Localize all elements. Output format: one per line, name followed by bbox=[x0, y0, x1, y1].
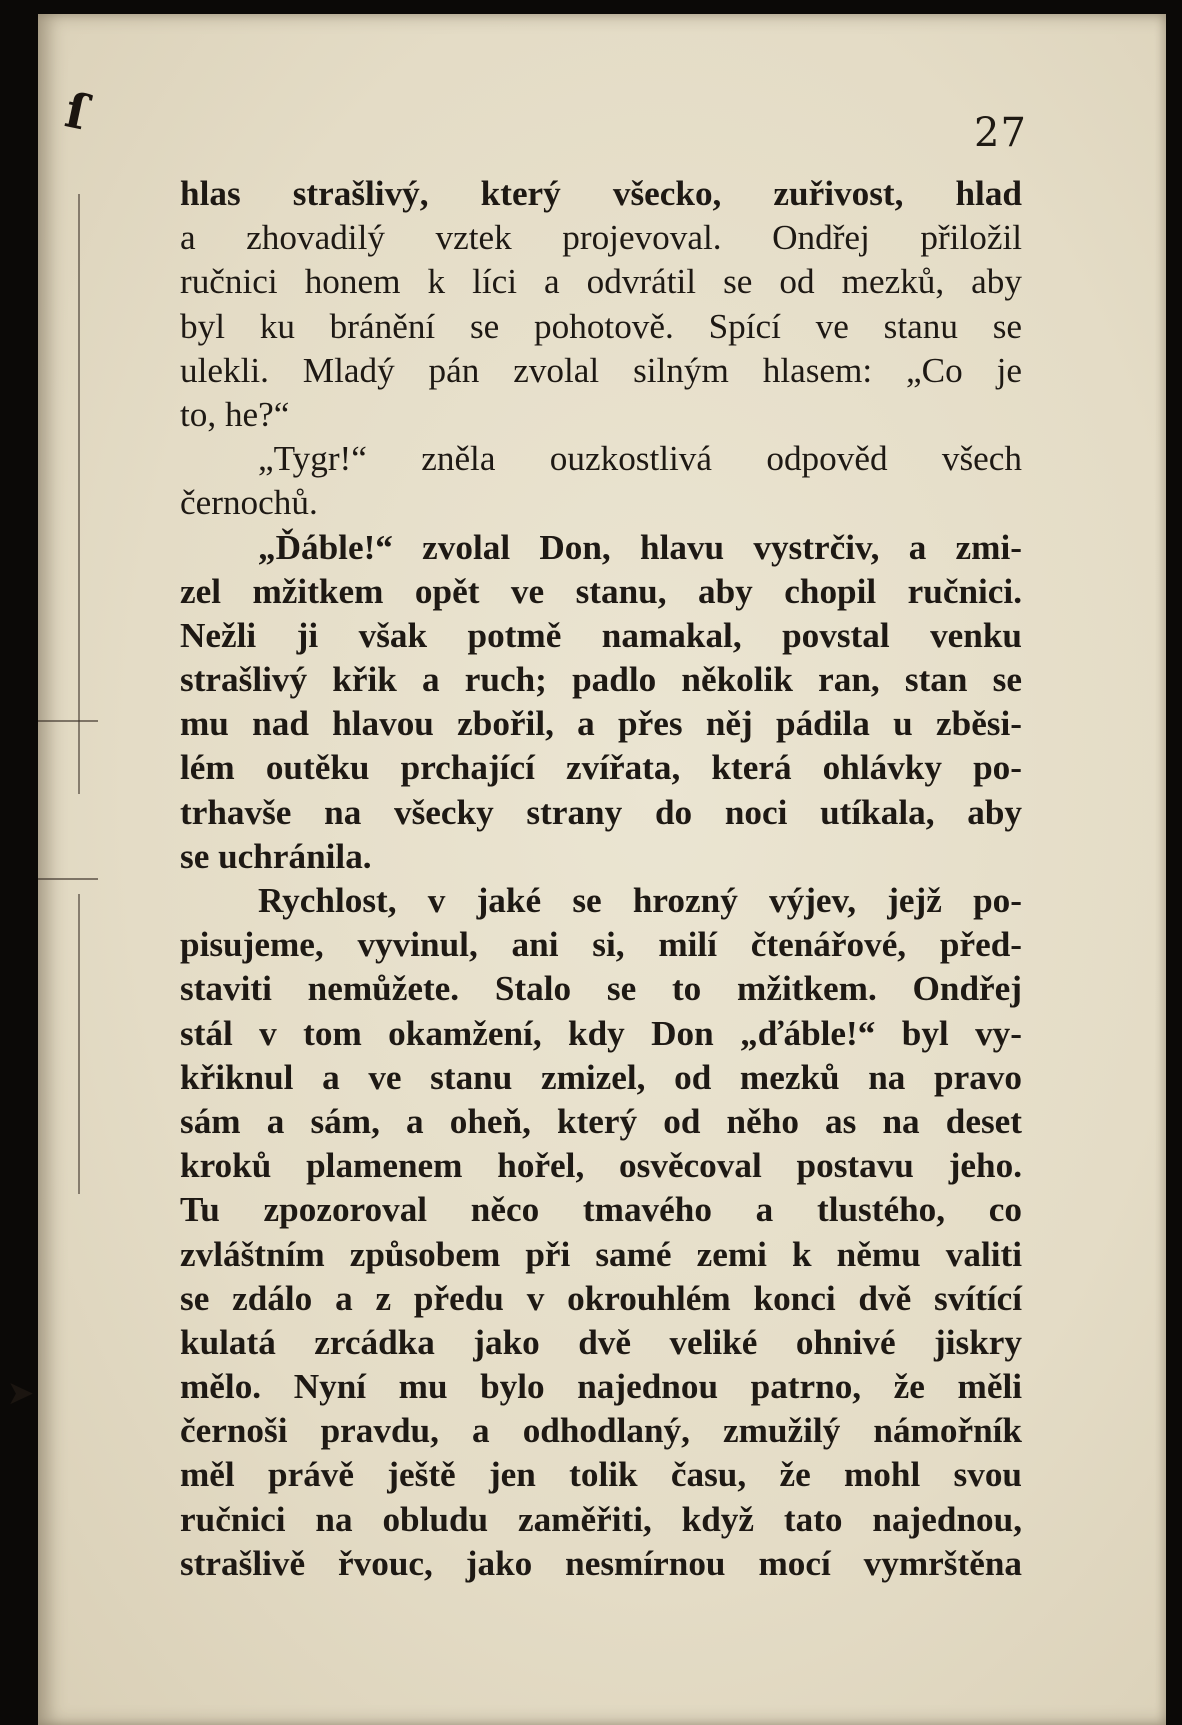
text-line: černoši pravdu, a odhodlaný, zmužilý námořník bbox=[180, 1411, 1022, 1451]
body-text bbox=[180, 172, 1022, 1586]
gutter-tick-2 bbox=[38, 878, 98, 880]
text-line: a zhovadilý vztek projevoval. Ondřej přiložil bbox=[180, 218, 1022, 258]
text-line: sám a sám, a oheň, který od něho as na deset bbox=[180, 1101, 1022, 1141]
text-line: „Ďáble!“ zvolal Don, hlavu vystrčiv, a zmi- bbox=[258, 527, 1022, 567]
text-line: se zdálo a z předu v okrouhlém konci dvě svítící bbox=[180, 1278, 1022, 1318]
spine-bookmark-mark: ſ bbox=[60, 82, 93, 142]
text-line: kulatá zrcádka jako dvě veliké ohnivé jiskry bbox=[180, 1322, 1022, 1362]
book-page bbox=[8, 14, 1166, 1725]
text-line: Tu zpozoroval něco tmavého a tlustého, co bbox=[180, 1190, 1022, 1230]
text-line: byl ku bránění se pohotově. Spící ve stanu se bbox=[180, 306, 1022, 346]
text-line: zel mžitkem opět ve stanu, aby chopil ručnici. bbox=[180, 571, 1022, 611]
text-line: strašlivě řvouc, jako nesmírnou mocí vymrštěna bbox=[180, 1543, 1022, 1583]
text-line: trhavše na všecky strany do noci utíkala, aby bbox=[180, 792, 1022, 832]
text-line: zvláštním způsobem při samé zemi k němu valiti bbox=[180, 1234, 1022, 1274]
text-line: strašlivý křik a ruch; padlo několik ran, stan se bbox=[180, 660, 1022, 700]
text-line: stál v tom okamžení, kdy Don „ďáble!“ byl vy- bbox=[180, 1013, 1022, 1053]
text-line: Rychlost, v jaké se hrozný výjev, jejž po- bbox=[258, 881, 1022, 920]
text-line: hlas strašlivý, který všecko, zuřivost, hlad bbox=[180, 174, 1022, 213]
gutter-rule bbox=[78, 194, 80, 794]
text-line: to, he?“ bbox=[180, 394, 290, 434]
text-line: „Tygr!“ zněla ouzkostlivá odpověd všech bbox=[258, 439, 1022, 479]
gutter-tick-1 bbox=[38, 720, 98, 722]
text-line: křiknul a ve stanu zmizel, od mezků na pravo bbox=[180, 1057, 1022, 1097]
text-line: staviti nemůžete. Stalo se to mžitkem. Ondřej bbox=[180, 969, 1022, 1009]
text-line: ručnici na obludu zaměřiti, když tato najednou, bbox=[180, 1499, 1022, 1539]
text-line: černochů. bbox=[180, 483, 318, 523]
text-line: ručnici honem k líci a odvrátil se od mezků, aby bbox=[180, 262, 1022, 302]
text-line: lém outěku prchající zvířata, která ohlávky po- bbox=[180, 748, 1022, 788]
text-line: se uchránila. bbox=[180, 836, 372, 876]
margin-arrow-mark: ➤ bbox=[8, 1376, 34, 1411]
text-line: měl právě ještě jen tolik času, že mohl svou bbox=[180, 1455, 1022, 1495]
text-line: kroků plamenem hořel, osvěcoval postavu jeho. bbox=[180, 1146, 1022, 1186]
text-line: Nežli ji však potmě namakal, povstal venku bbox=[180, 615, 1022, 655]
text-line: mělo. Nyní mu bylo najednou patrno, že měli bbox=[180, 1367, 1022, 1407]
page-number: 27 bbox=[974, 110, 1027, 156]
text-line: ulekli. Mladý pán zvolal silným hlasem: „Co je bbox=[180, 350, 1022, 390]
gutter-rule-lower bbox=[78, 894, 80, 1194]
text-line: pisujeme, vyvinul, ani si, milí čtenářové, před- bbox=[180, 925, 1022, 965]
text-line: mu nad hlavou zbořil, a přes něj pádila u zběsi- bbox=[180, 704, 1022, 744]
